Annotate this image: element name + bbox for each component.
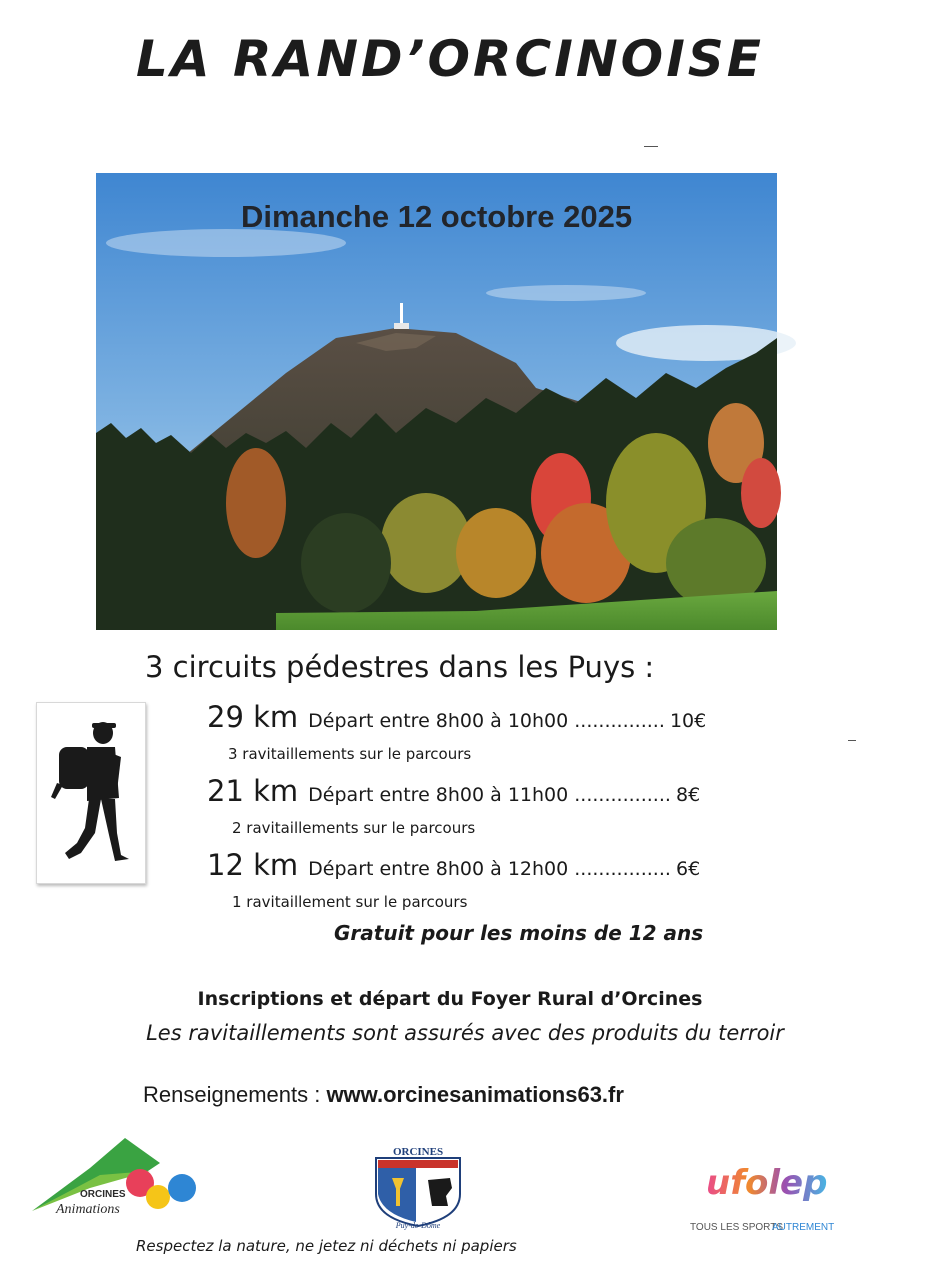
circuit-price: 6€ [676, 858, 701, 880]
circuit-price: 8€ [676, 784, 701, 806]
circuit-row [207, 848, 700, 882]
hiker-silhouette-image [36, 702, 146, 884]
registration-info: Inscriptions et départ du Foyer Rural d’Orcines [197, 988, 703, 1010]
footer-note: Respectez la nature, ne jetez ni déchets ni papiers [136, 1237, 517, 1255]
scan-speck [644, 146, 658, 147]
circuit-ravitaillements: 1 ravitaillement sur le parcours [232, 893, 468, 911]
circuit-row [207, 700, 706, 734]
ufolep-tagline-a: TOUS LES SPORTS [690, 1222, 783, 1233]
scan-speck [848, 740, 856, 741]
hiker-icon [37, 703, 145, 883]
landscape-photo [96, 173, 777, 630]
puy-de-dome-landscape-image [96, 173, 777, 630]
ufolep-wordmark: ufolep [706, 1163, 828, 1203]
circuit-ravitaillements: 3 ravitaillements sur le parcours [228, 745, 472, 763]
circuit-departure: Départ entre 8h00 à 12h00 ................ [308, 858, 671, 880]
circuit-departure: Départ entre 8h00 à 11h00 ................ [308, 784, 671, 806]
ufolep-logo-image [688, 1148, 835, 1234]
orcines-animations-logo-image [30, 1133, 205, 1218]
circuit-distance: 12 km [207, 848, 299, 882]
crest-bottom-text: Puy-de-Dôme [395, 1221, 441, 1230]
renseignements [143, 1082, 624, 1108]
orcines-animations-line2: Animations [56, 1202, 120, 1217]
crest-top-text: ORCINES [392, 1146, 444, 1158]
event-date: Dimanche 12 octobre 2025 [240, 199, 633, 234]
circuit-row [207, 774, 700, 808]
free-entry-note: Gratuit pour les moins de 12 ans [334, 921, 704, 945]
circuit-departure: Départ entre 8h00 à 10h00 ............... [308, 710, 665, 732]
ravitaillement-note: Les ravitaillements sont assurés avec des produits du terroir [146, 1021, 784, 1045]
orcines-animations-line1: ORCINES [80, 1189, 126, 1200]
orcines-crest-image [370, 1144, 466, 1230]
circuit-ravitaillements: 2 ravitaillements sur le parcours [232, 819, 476, 837]
ufolep-logo [688, 1148, 835, 1234]
orcines-animations-logo [30, 1133, 205, 1218]
circuit-price: 10€ [669, 710, 707, 732]
website-link[interactable]: www.orcinesanimations63.fr [326, 1082, 624, 1107]
circuit-distance: 29 km [207, 700, 299, 734]
renseignements-label: Renseignements : [143, 1082, 327, 1107]
circuit-distance: 21 km [207, 774, 299, 808]
ufolep-tagline-b: AUTREMENT [772, 1222, 835, 1233]
circuits-heading: 3 circuits pédestres dans les Puys : [145, 650, 655, 684]
poster-title: LA RAND’ORCINOISE [136, 30, 764, 88]
orcines-crest-logo [370, 1144, 466, 1230]
